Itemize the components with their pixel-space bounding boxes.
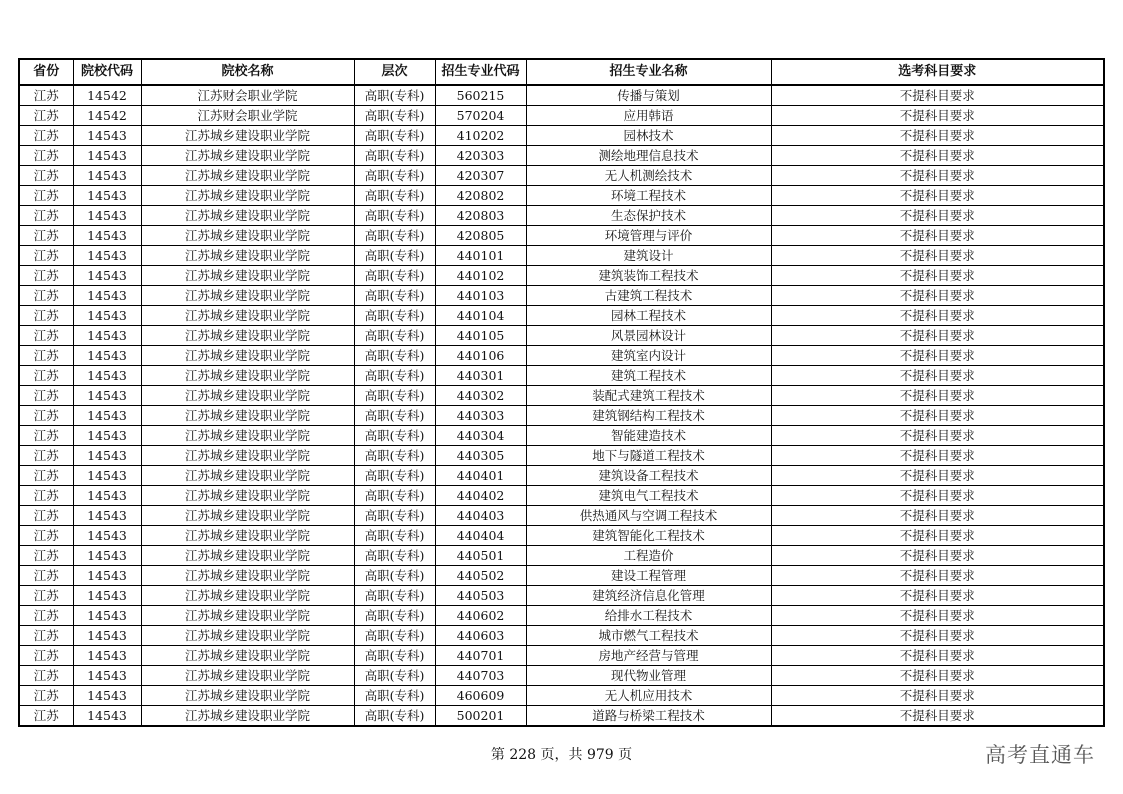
- cell-school-name: 江苏城乡建设职业学院: [141, 146, 354, 166]
- cell-subject-requirement: 不提科目要求: [771, 686, 1104, 706]
- cell-subject-requirement: 不提科目要求: [771, 186, 1104, 206]
- cell-level: 高职(专科): [354, 306, 435, 326]
- table-row: [19, 526, 1104, 546]
- cell-province: 江苏: [19, 346, 73, 366]
- cell-major-code: 420303: [435, 146, 526, 166]
- cell-major-name: 建设工程管理: [526, 566, 771, 586]
- cell-subject-requirement: 不提科目要求: [771, 246, 1104, 266]
- cell-subject-requirement: 不提科目要求: [771, 526, 1104, 546]
- cell-major-code: 440501: [435, 546, 526, 566]
- cell-school-name: 江苏城乡建设职业学院: [141, 566, 354, 586]
- cell-province: 江苏: [19, 166, 73, 186]
- table-row: [19, 166, 1104, 186]
- cell-level: 高职(专科): [354, 266, 435, 286]
- cell-level: 高职(专科): [354, 85, 435, 106]
- cell-school-code: 14543: [73, 466, 141, 486]
- cell-school-name: 江苏城乡建设职业学院: [141, 206, 354, 226]
- cell-major-name: 建筑设备工程技术: [526, 466, 771, 486]
- cell-level: 高职(专科): [354, 226, 435, 246]
- cell-school-code: 14543: [73, 266, 141, 286]
- cell-level: 高职(专科): [354, 366, 435, 386]
- table-row: [19, 106, 1104, 126]
- cell-subject-requirement: 不提科目要求: [771, 166, 1104, 186]
- cell-level: 高职(专科): [354, 286, 435, 306]
- cell-school-name: 江苏城乡建设职业学院: [141, 686, 354, 706]
- cell-major-code: 420307: [435, 166, 526, 186]
- cell-level: 高职(专科): [354, 466, 435, 486]
- cell-school-code: 14543: [73, 386, 141, 406]
- cell-major-name: 生态保护技术: [526, 206, 771, 226]
- cell-level: 高职(专科): [354, 446, 435, 466]
- cell-province: 江苏: [19, 366, 73, 386]
- cell-level: 高职(专科): [354, 346, 435, 366]
- cell-school-name: 江苏财会职业学院: [141, 85, 354, 106]
- cell-province: 江苏: [19, 146, 73, 166]
- cell-school-name: 江苏城乡建设职业学院: [141, 226, 354, 246]
- cell-subject-requirement: 不提科目要求: [771, 706, 1104, 727]
- cell-school-name: 江苏城乡建设职业学院: [141, 446, 354, 466]
- header-row: [19, 59, 1104, 85]
- cell-province: 江苏: [19, 306, 73, 326]
- cell-province: 江苏: [19, 606, 73, 626]
- cell-major-name: 环境管理与评价: [526, 226, 771, 246]
- col-header-school-name: 院校名称: [141, 59, 354, 85]
- cell-level: 高职(专科): [354, 166, 435, 186]
- cell-major-code: 560215: [435, 85, 526, 106]
- cell-subject-requirement: 不提科目要求: [771, 126, 1104, 146]
- cell-school-name: 江苏城乡建设职业学院: [141, 506, 354, 526]
- cell-major-code: 420803: [435, 206, 526, 226]
- cell-school-code: 14543: [73, 246, 141, 266]
- cell-province: 江苏: [19, 666, 73, 686]
- col-header-school-code: 院校代码: [73, 59, 141, 85]
- cell-school-code: 14543: [73, 526, 141, 546]
- cell-school-code: 14543: [73, 706, 141, 727]
- cell-school-name: 江苏城乡建设职业学院: [141, 386, 354, 406]
- cell-school-name: 江苏城乡建设职业学院: [141, 166, 354, 186]
- table-row: [19, 366, 1104, 386]
- cell-subject-requirement: 不提科目要求: [771, 426, 1104, 446]
- cell-level: 高职(专科): [354, 126, 435, 146]
- cell-school-code: 14543: [73, 486, 141, 506]
- cell-school-code: 14543: [73, 626, 141, 646]
- cell-school-name: 江苏城乡建设职业学院: [141, 306, 354, 326]
- cell-school-code: 14543: [73, 566, 141, 586]
- cell-province: 江苏: [19, 426, 73, 446]
- watermark-logo: 高考直通车: [985, 743, 1095, 767]
- table-row: [19, 85, 1104, 106]
- cell-province: 江苏: [19, 386, 73, 406]
- cell-major-name: 供热通风与空调工程技术: [526, 506, 771, 526]
- cell-level: 高职(专科): [354, 426, 435, 446]
- cell-major-code: 440701: [435, 646, 526, 666]
- cell-subject-requirement: 不提科目要求: [771, 106, 1104, 126]
- cell-major-name: 现代物业管理: [526, 666, 771, 686]
- cell-school-code: 14543: [73, 126, 141, 146]
- cell-major-code: 440302: [435, 386, 526, 406]
- cell-school-code: 14543: [73, 686, 141, 706]
- cell-province: 江苏: [19, 326, 73, 346]
- table-row: [19, 586, 1104, 606]
- cell-school-name: 江苏城乡建设职业学院: [141, 366, 354, 386]
- cell-subject-requirement: 不提科目要求: [771, 85, 1104, 106]
- cell-subject-requirement: 不提科目要求: [771, 486, 1104, 506]
- table-row: [19, 386, 1104, 406]
- table-body: [19, 85, 1104, 726]
- cell-subject-requirement: 不提科目要求: [771, 266, 1104, 286]
- cell-major-code: 440404: [435, 526, 526, 546]
- cell-major-name: 装配式建筑工程技术: [526, 386, 771, 406]
- cell-school-name: 江苏城乡建设职业学院: [141, 586, 354, 606]
- page-number: 第 228 页，共 979 页: [490, 747, 633, 763]
- cell-school-code: 14543: [73, 426, 141, 446]
- cell-major-name: 测绘地理信息技术: [526, 146, 771, 166]
- cell-school-code: 14543: [73, 146, 141, 166]
- cell-province: 江苏: [19, 446, 73, 466]
- cell-level: 高职(专科): [354, 606, 435, 626]
- cell-school-name: 江苏城乡建设职业学院: [141, 126, 354, 146]
- cell-level: 高职(专科): [354, 566, 435, 586]
- cell-school-code: 14543: [73, 326, 141, 346]
- cell-province: 江苏: [19, 126, 73, 146]
- cell-subject-requirement: 不提科目要求: [771, 646, 1104, 666]
- cell-major-name: 无人机应用技术: [526, 686, 771, 706]
- cell-school-name: 江苏财会职业学院: [141, 106, 354, 126]
- cell-subject-requirement: 不提科目要求: [771, 566, 1104, 586]
- cell-school-name: 江苏城乡建设职业学院: [141, 346, 354, 366]
- cell-major-name: 智能建造技术: [526, 426, 771, 446]
- cell-school-name: 江苏城乡建设职业学院: [141, 186, 354, 206]
- cell-level: 高职(专科): [354, 106, 435, 126]
- cell-province: 江苏: [19, 206, 73, 226]
- cell-major-code: 440401: [435, 466, 526, 486]
- col-header-major-name: 招生专业名称: [526, 59, 771, 85]
- cell-major-code: 440502: [435, 566, 526, 586]
- cell-subject-requirement: 不提科目要求: [771, 206, 1104, 226]
- cell-major-name: 建筑经济信息化管理: [526, 586, 771, 606]
- cell-subject-requirement: 不提科目要求: [771, 386, 1104, 406]
- cell-level: 高职(专科): [354, 186, 435, 206]
- cell-subject-requirement: 不提科目要求: [771, 226, 1104, 246]
- cell-major-name: 传播与策划: [526, 85, 771, 106]
- table-row: [19, 486, 1104, 506]
- cell-subject-requirement: 不提科目要求: [771, 286, 1104, 306]
- cell-level: 高职(专科): [354, 146, 435, 166]
- table-row: [19, 426, 1104, 446]
- cell-school-code: 14543: [73, 226, 141, 246]
- cell-school-code: 14543: [73, 586, 141, 606]
- table-row: [19, 306, 1104, 326]
- cell-level: 高职(专科): [354, 526, 435, 546]
- cell-subject-requirement: 不提科目要求: [771, 306, 1104, 326]
- cell-subject-requirement: 不提科目要求: [771, 466, 1104, 486]
- table-row: [19, 126, 1104, 146]
- cell-major-name: 古建筑工程技术: [526, 286, 771, 306]
- cell-level: 高职(专科): [354, 326, 435, 346]
- cell-school-name: 江苏城乡建设职业学院: [141, 426, 354, 446]
- cell-major-code: 440603: [435, 626, 526, 646]
- cell-major-name: 建筑智能化工程技术: [526, 526, 771, 546]
- cell-school-name: 江苏城乡建设职业学院: [141, 466, 354, 486]
- cell-major-code: 440101: [435, 246, 526, 266]
- col-header-level: 层次: [354, 59, 435, 85]
- cell-subject-requirement: 不提科目要求: [771, 146, 1104, 166]
- cell-major-name: 建筑钢结构工程技术: [526, 406, 771, 426]
- cell-school-name: 江苏城乡建设职业学院: [141, 546, 354, 566]
- cell-province: 江苏: [19, 266, 73, 286]
- cell-major-code: 440105: [435, 326, 526, 346]
- cell-province: 江苏: [19, 706, 73, 727]
- cell-school-name: 江苏城乡建设职业学院: [141, 626, 354, 646]
- cell-major-name: 房地产经营与管理: [526, 646, 771, 666]
- cell-major-name: 园林工程技术: [526, 306, 771, 326]
- cell-school-code: 14543: [73, 506, 141, 526]
- table-row: [19, 226, 1104, 246]
- cell-level: 高职(专科): [354, 206, 435, 226]
- table-row: [19, 466, 1104, 486]
- table-row: [19, 506, 1104, 526]
- col-header-major-code: 招生专业代码: [435, 59, 526, 85]
- cell-major-name: 建筑电气工程技术: [526, 486, 771, 506]
- table-row: [19, 326, 1104, 346]
- cell-school-code: 14543: [73, 206, 141, 226]
- table-row: [19, 186, 1104, 206]
- table-row: [19, 686, 1104, 706]
- cell-province: 江苏: [19, 506, 73, 526]
- cell-level: 高职(专科): [354, 386, 435, 406]
- cell-level: 高职(专科): [354, 486, 435, 506]
- cell-level: 高职(专科): [354, 666, 435, 686]
- cell-province: 江苏: [19, 226, 73, 246]
- cell-school-name: 江苏城乡建设职业学院: [141, 666, 354, 686]
- cell-province: 江苏: [19, 566, 73, 586]
- cell-major-name: 建筑装饰工程技术: [526, 266, 771, 286]
- cell-major-code: 440102: [435, 266, 526, 286]
- cell-province: 江苏: [19, 246, 73, 266]
- cell-school-code: 14542: [73, 106, 141, 126]
- cell-major-name: 风景园林设计: [526, 326, 771, 346]
- cell-major-code: 420802: [435, 186, 526, 206]
- cell-subject-requirement: 不提科目要求: [771, 586, 1104, 606]
- cell-school-code: 14542: [73, 85, 141, 106]
- cell-major-name: 给排水工程技术: [526, 606, 771, 626]
- table-row: [19, 546, 1104, 566]
- cell-province: 江苏: [19, 286, 73, 306]
- cell-school-code: 14543: [73, 446, 141, 466]
- cell-major-code: 420805: [435, 226, 526, 246]
- cell-major-name: 工程造价: [526, 546, 771, 566]
- cell-level: 高职(专科): [354, 586, 435, 606]
- table-row: [19, 606, 1104, 626]
- cell-school-code: 14543: [73, 546, 141, 566]
- cell-major-code: 440602: [435, 606, 526, 626]
- cell-subject-requirement: 不提科目要求: [771, 606, 1104, 626]
- cell-major-code: 440104: [435, 306, 526, 326]
- cell-major-code: 440703: [435, 666, 526, 686]
- cell-major-code: 440403: [435, 506, 526, 526]
- cell-school-name: 江苏城乡建设职业学院: [141, 326, 354, 346]
- cell-school-code: 14543: [73, 366, 141, 386]
- cell-level: 高职(专科): [354, 626, 435, 646]
- cell-subject-requirement: 不提科目要求: [771, 626, 1104, 646]
- cell-major-code: 440304: [435, 426, 526, 446]
- cell-level: 高职(专科): [354, 506, 435, 526]
- cell-subject-requirement: 不提科目要求: [771, 406, 1104, 426]
- table-row: [19, 646, 1104, 666]
- cell-level: 高职(专科): [354, 706, 435, 727]
- cell-subject-requirement: 不提科目要求: [771, 366, 1104, 386]
- cell-province: 江苏: [19, 486, 73, 506]
- cell-major-code: 440503: [435, 586, 526, 606]
- table-row: [19, 346, 1104, 366]
- cell-major-code: 440303: [435, 406, 526, 426]
- table-row: [19, 666, 1104, 686]
- cell-school-code: 14543: [73, 286, 141, 306]
- cell-major-code: 410202: [435, 126, 526, 146]
- cell-province: 江苏: [19, 186, 73, 206]
- cell-school-name: 江苏城乡建设职业学院: [141, 706, 354, 727]
- cell-major-name: 城市燃气工程技术: [526, 626, 771, 646]
- col-header-subject-requirement: 选考科目要求: [771, 59, 1104, 85]
- cell-major-code: 440106: [435, 346, 526, 366]
- cell-level: 高职(专科): [354, 246, 435, 266]
- cell-major-name: 应用韩语: [526, 106, 771, 126]
- cell-major-code: 440305: [435, 446, 526, 466]
- cell-province: 江苏: [19, 626, 73, 646]
- cell-major-code: 460609: [435, 686, 526, 706]
- cell-major-code: 440301: [435, 366, 526, 386]
- table-row: [19, 626, 1104, 646]
- cell-level: 高职(专科): [354, 646, 435, 666]
- cell-province: 江苏: [19, 586, 73, 606]
- cell-province: 江苏: [19, 85, 73, 106]
- cell-subject-requirement: 不提科目要求: [771, 326, 1104, 346]
- cell-province: 江苏: [19, 646, 73, 666]
- cell-major-name: 无人机测绘技术: [526, 166, 771, 186]
- table-row: [19, 146, 1104, 166]
- table-row: [19, 706, 1104, 727]
- cell-school-code: 14543: [73, 306, 141, 326]
- cell-school-name: 江苏城乡建设职业学院: [141, 486, 354, 506]
- cell-major-name: 地下与隧道工程技术: [526, 446, 771, 466]
- cell-province: 江苏: [19, 466, 73, 486]
- table-row: [19, 206, 1104, 226]
- cell-major-code: 440402: [435, 486, 526, 506]
- cell-major-code: 440103: [435, 286, 526, 306]
- cell-subject-requirement: 不提科目要求: [771, 546, 1104, 566]
- cell-province: 江苏: [19, 106, 73, 126]
- cell-major-name: 道路与桥梁工程技术: [526, 706, 771, 727]
- cell-major-name: 环境工程技术: [526, 186, 771, 206]
- cell-school-name: 江苏城乡建设职业学院: [141, 246, 354, 266]
- cell-level: 高职(专科): [354, 406, 435, 426]
- table-row: [19, 566, 1104, 586]
- cell-school-code: 14543: [73, 346, 141, 366]
- cell-subject-requirement: 不提科目要求: [771, 446, 1104, 466]
- cell-school-name: 江苏城乡建设职业学院: [141, 266, 354, 286]
- cell-major-name: 建筑工程技术: [526, 366, 771, 386]
- table-row: [19, 246, 1104, 266]
- cell-school-name: 江苏城乡建设职业学院: [141, 406, 354, 426]
- cell-school-code: 14543: [73, 606, 141, 626]
- cell-subject-requirement: 不提科目要求: [771, 506, 1104, 526]
- cell-level: 高职(专科): [354, 546, 435, 566]
- cell-subject-requirement: 不提科目要求: [771, 666, 1104, 686]
- cell-major-name: 建筑室内设计: [526, 346, 771, 366]
- cell-school-name: 江苏城乡建设职业学院: [141, 606, 354, 626]
- cell-province: 江苏: [19, 406, 73, 426]
- cell-school-name: 江苏城乡建设职业学院: [141, 526, 354, 546]
- cell-major-name: 园林技术: [526, 126, 771, 146]
- cell-subject-requirement: 不提科目要求: [771, 346, 1104, 366]
- cell-major-code: 570204: [435, 106, 526, 126]
- table-row: [19, 406, 1104, 426]
- cell-school-code: 14543: [73, 186, 141, 206]
- col-header-province: 省份: [19, 59, 73, 85]
- cell-school-code: 14543: [73, 406, 141, 426]
- table-row: [19, 266, 1104, 286]
- admissions-table: [18, 58, 1105, 727]
- cell-school-name: 江苏城乡建设职业学院: [141, 646, 354, 666]
- cell-province: 江苏: [19, 526, 73, 546]
- cell-school-code: 14543: [73, 666, 141, 686]
- cell-school-code: 14543: [73, 646, 141, 666]
- table-row: [19, 286, 1104, 306]
- cell-major-name: 建筑设计: [526, 246, 771, 266]
- cell-major-code: 500201: [435, 706, 526, 727]
- cell-school-name: 江苏城乡建设职业学院: [141, 286, 354, 306]
- cell-province: 江苏: [19, 686, 73, 706]
- cell-school-code: 14543: [73, 166, 141, 186]
- cell-province: 江苏: [19, 546, 73, 566]
- cell-level: 高职(专科): [354, 686, 435, 706]
- table-row: [19, 446, 1104, 466]
